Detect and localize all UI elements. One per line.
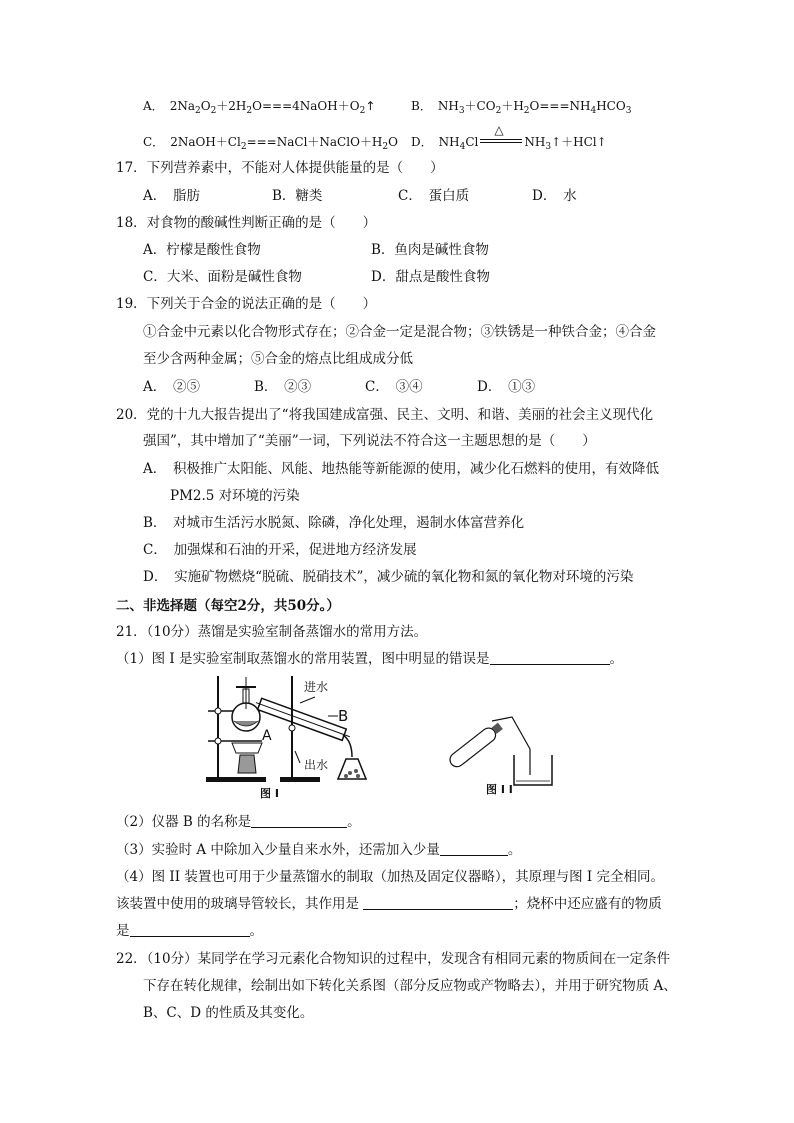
q18-stem: 18．对食物的酸碱性判断正确的是（ ） bbox=[116, 215, 377, 231]
answer-blank[interactable] bbox=[490, 650, 610, 665]
q17-option-b: B．糖类 bbox=[272, 188, 323, 204]
q19-option-b: B． ②③ bbox=[254, 379, 312, 395]
q18-option-c: C．大米、面粉是碱性食物 bbox=[143, 269, 302, 285]
q22-line1: 22．（10分）某同学在学习元素化合物知识的过程中，发现含有相同元素的物质间在一定条件 bbox=[116, 951, 671, 967]
figure-1-caption: 图 I bbox=[260, 787, 279, 800]
label-b: B bbox=[338, 707, 349, 725]
q20-option-a-line2: PM2.5 对环境的污染 bbox=[170, 488, 300, 504]
q21-part3: （3）实验时 A 中除加入少量自来水外，还需加入少量 。 bbox=[116, 842, 522, 858]
q21-part4-line3: 是 。 bbox=[116, 923, 263, 939]
answer-blank[interactable] bbox=[363, 895, 513, 910]
beaker bbox=[514, 755, 552, 785]
q19-statements-line2: 至少含两种金属；⑤合金的熔点比组成成分低 bbox=[143, 351, 413, 367]
q19-statements-line1: ①合金中元素以化合物形式存在；②合金一定是混合物；③铁锈是一种铁合金；④合金 bbox=[143, 324, 656, 340]
receiving-flask bbox=[338, 759, 366, 779]
q16-option-a: A． $2Na_2O_2+2H_2O===4NaOH+O_2↑$ bbox=[143, 99, 376, 116]
label-water-out: 出水 bbox=[304, 758, 329, 772]
q21-part2: （2）仪器 B 的名称是 。 bbox=[116, 814, 361, 830]
q20-option-c: C． 加强煤和石油的开采，促进地方经济发展 bbox=[143, 542, 417, 558]
section-title: 二、非选择题（每空2分，共50分。） bbox=[116, 598, 340, 614]
q17-option-a: A． 脂肪 bbox=[143, 188, 200, 204]
test-tube bbox=[447, 725, 498, 769]
q21-part1: （1）图 I 是实验室制取蒸馏水的常用装置，图中明显的错误是 。 bbox=[116, 651, 624, 667]
label-a: A bbox=[262, 728, 272, 744]
q20-option-d: D． 实施矿物燃烧“脱硫、脱硝技术”，减少硫的氧化物和氮的氧化物对环境的污染 bbox=[143, 569, 634, 585]
q19-stem: 19．下列关于合金的说法正确的是（ ） bbox=[116, 296, 377, 312]
q17-stem: 17．下列营养素中，不能对人体提供能量的是（ ） bbox=[116, 160, 444, 176]
q21-stem: 21．（10分）蒸馏是实验室制备蒸馏水的常用方法。 bbox=[116, 624, 428, 640]
answer-blank[interactable] bbox=[440, 841, 508, 856]
label-water-in: 进水 bbox=[304, 680, 329, 694]
q20-stem-line1: 20．党的十九大报告提出了“将我国建成富强、民主、文明、和谐、美丽的社会主义现代化 bbox=[116, 407, 654, 423]
figure-1-distillation-apparatus bbox=[200, 673, 380, 803]
q19-option-a: A． ②⑤ bbox=[143, 379, 200, 395]
alcohol-lamp bbox=[238, 755, 256, 773]
heating-equilibrium-sign bbox=[478, 123, 524, 148]
answer-blank[interactable] bbox=[130, 922, 250, 937]
q18-option-d: D．甜点是酸性食物 bbox=[371, 269, 490, 285]
q17-option-c: C． 蛋白质 bbox=[398, 188, 470, 204]
figure-2-caption: 图 I I bbox=[486, 783, 513, 796]
q20-option-b: B． 对城市生活污水脱氮、除磷，净化处理，遏制水体富营养化 bbox=[143, 515, 525, 531]
q17-option-d: D． 水 bbox=[532, 188, 577, 204]
q22-line2: 下存在转化规律，绘制出如下转化关系图（部分反应物或产物略去），并用于研究物质 A、 bbox=[143, 978, 677, 994]
q21-part4-line1: （4）图 II 装置也可用于少量蒸馏水的制取（加热及固定仪器略），其原理与图 I 完全相同。 bbox=[116, 869, 665, 885]
q20-stem-line2: 强国”，其中增加了“美丽”一词，下列说法不符合这一主题思想的是（ ） bbox=[143, 433, 596, 449]
figure-2-simple-distillation bbox=[440, 713, 580, 803]
q16-option-b: B． $NH_3+CO_2+H_2O===NH_4HCO_3$ bbox=[411, 99, 632, 116]
heat-triangle-icon: △ bbox=[494, 123, 504, 137]
q21-part4-line2: 该装置中使用的玻璃导管较长，其作用是 ；烧杯中还应盛有的物质 bbox=[116, 896, 662, 912]
answer-blank[interactable] bbox=[251, 813, 347, 828]
q18-option-b: B．鱼肉是碱性食物 bbox=[371, 242, 489, 258]
stand-base bbox=[206, 777, 266, 782]
q16-option-d: D． $NH_4Cl$ △ $NH_3↑+HCl↑$ bbox=[411, 132, 607, 152]
q19-option-d: D． ①③ bbox=[477, 379, 536, 395]
q18-option-a: A．柠檬是酸性食物 bbox=[143, 242, 261, 258]
q19-option-c: C． ③④ bbox=[365, 379, 423, 395]
q22-line3: B、C、D 的性质及其变化。 bbox=[143, 1005, 314, 1021]
q20-option-a-line1: A． 积极推广太阳能、风能、地热能等新能源的使用，减少化石燃料的使用，有效降低 bbox=[143, 461, 659, 477]
q16-option-c: C． $2NaOH+Cl_2===NaCl+NaClO+H_2O$ bbox=[143, 135, 398, 152]
